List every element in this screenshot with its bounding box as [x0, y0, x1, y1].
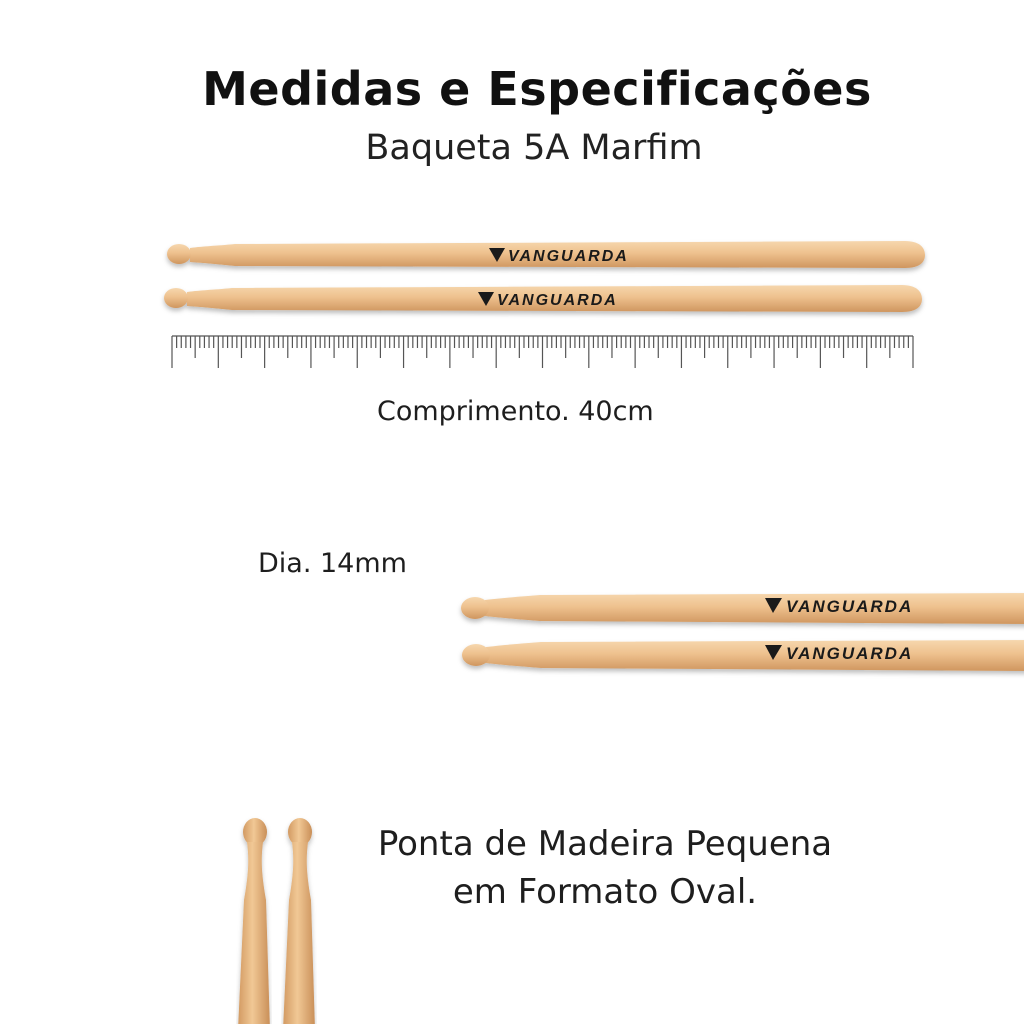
drumstick-mid-2 — [462, 640, 1024, 671]
drumstick-tip-right — [283, 818, 315, 1024]
tip-description-line-2: em Formato Oval. — [452, 872, 758, 912]
tip-description — [350, 820, 860, 916]
page-title: Medidas e Especificações — [202, 62, 872, 116]
diameter-label: Dia. 14mm — [258, 548, 407, 579]
stick-logo-text: VANGUARDA — [508, 248, 629, 265]
length-label: Comprimento. 40cm — [377, 396, 654, 427]
stick-logo-text: VANGUARDA — [786, 597, 914, 616]
drumstick-mid-1 — [461, 593, 1024, 624]
stick-logo-text: VANGUARDA — [497, 292, 618, 309]
stick-logo-text: VANGUARDA — [786, 644, 914, 663]
tip-description-line-1: Ponta de Madeira Pequena — [377, 824, 833, 864]
ruler — [172, 336, 913, 368]
drumstick-tip-left — [238, 818, 270, 1024]
product-subtitle: Baqueta 5A Marfim — [365, 128, 703, 168]
